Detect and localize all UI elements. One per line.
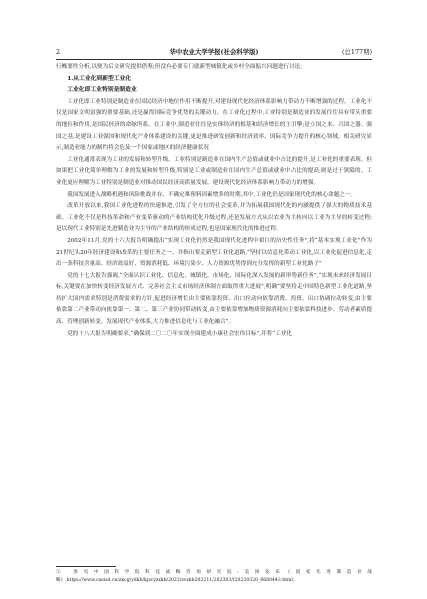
paragraph-6: 党的十七大报告强调,“全面认识工业化、信息化、城镇化、市场化、国际化深入发展的新形势新任务”,“实现未来经济发展目标,关键要在加快转变经济发展方式、完善社会主义市场经济体制方面取得重大进展”,明确“要坚持走中国特色新型工业化道路,坚持扩大国内需求特别是消费需求的方针,促进经济增长由主要依靠投资、出口拉动向依靠消费、投资、出口协调拉动转变,由主要依靠第二产业带动向依靠第一、第二、第三产业协同带动转变,由主要依靠增加物质资源消耗向主要依靠科技进步、劳动者素质提高、管理创新转变。发展现代产业体系,大力推进信息化与工业化融合”。 bbox=[56, 272, 372, 326]
page-number: 2 bbox=[56, 48, 61, 56]
paragraph-3: 我国发展进入战略机遇和风险挑战并存、不确定难预料因素增多的时期,其中,工业化仍是国家现代化的核心命题之一。 bbox=[67, 191, 357, 198]
footnote-marker: ① bbox=[56, 570, 67, 575]
paragraph-7: 党的十八大报告明确要求,“确保到二〇二〇年实现全面建成小康社会宏伟目标”,并将“工业化 bbox=[67, 330, 292, 337]
paragraph-4: 改革开放以来,我国工业化进程的快速推进,引发了全方位的社会变革,并为拓展我国现代化的内涵提供了强大的物质技术基础。工业化不仅是科技革命和产业变革驱动的产业结构优化升级过程,还是发展方式从以农业为主转向以工业为主导的转变过程;是以现代工业特别是先进制造业为主导的产业结构的形成过程,也是国家现代化的推进过程。 bbox=[56, 203, 372, 233]
paragraph-1: 工业化即工业特别是制造业在国民经济中地位作用不断提升,对建设现代化经济体系影响力带动力不断增强的过程。工业化不仅是国家文明富强的重要基础,还是赢得国际竞争优势的关键动力。在工业化过程中,工业特别是制造业的发展往往具有带头重要的地位和作用,是国民经济的命脉所系。在工业中,制造业往往是实体经济的根基和经济增长的主引擎;是立国之本、兴国之器、强国之基,是建设工业强国和现代化产业体系建设的关键,更是推进研发创新和经济效率、国际竞争力提升的核心领域。相关研究显示,制造业能力的制约将会危及一个国家或地区的经济健康状况 bbox=[56, 98, 372, 152]
volume-info: (总177期) bbox=[342, 48, 372, 56]
running-header bbox=[56, 46, 372, 58]
intro-line: 行概要性分析,以便为后文研究提供借鉴;但没有必要专门就新型城镇化或乡村全面振兴问题进行讨论。 bbox=[56, 64, 306, 70]
section-heading: 1.从工业化到新型工业化 bbox=[67, 75, 132, 82]
paragraph-2: 工业化通常表现为工业的发展和转型升级。工业特别是制造业在国内生产总值或就业中占比的提升,是工业化的重要表现。但如果把工业化简单理解为工业的发展和转型升级,特别是工业或制造业在国内生产总值或就业中占比的提高,则是过于狭隘的。工业化更应理解为工业特别是制造业对推动国民经济高质量发展、建设现代化经济体系影响力带动力的增强。 bbox=[56, 156, 372, 186]
header-rule bbox=[56, 59, 372, 60]
footnote-text: 参见中国科学院科技战略咨询研究院:美国发布《国家先进制造业战略》,https://www.casisd.cn/zkcg/ydkb/kjzcyzxkb/2022/zcxkb202211/202303/t20230320_6680443.html。 bbox=[56, 570, 372, 584]
journal-title: 华中农业大学学报(社会科学版) bbox=[169, 48, 259, 56]
footnote-rule bbox=[56, 566, 116, 567]
paragraph-5: 2002年11月,党的十六大报告明确提出“实现工业化仍然是我国现代化进程中艰巨的历史性任务”,将“基本实现工业化”作为21世纪头20年经济建设和改革的主要任务之一。并指出要走新型工业化道路,“坚持以信息化带动工业化,以工业化促进信息化,走出一条科技含量高、经济效益好、资源消耗低、环境污染少、人力资源优势得到充分发挥的新型工业化路子” bbox=[56, 237, 372, 268]
article-body bbox=[56, 62, 372, 340]
subsection-heading: 工业化即工业特别是制造业 bbox=[67, 87, 137, 94]
footnote bbox=[56, 569, 372, 586]
